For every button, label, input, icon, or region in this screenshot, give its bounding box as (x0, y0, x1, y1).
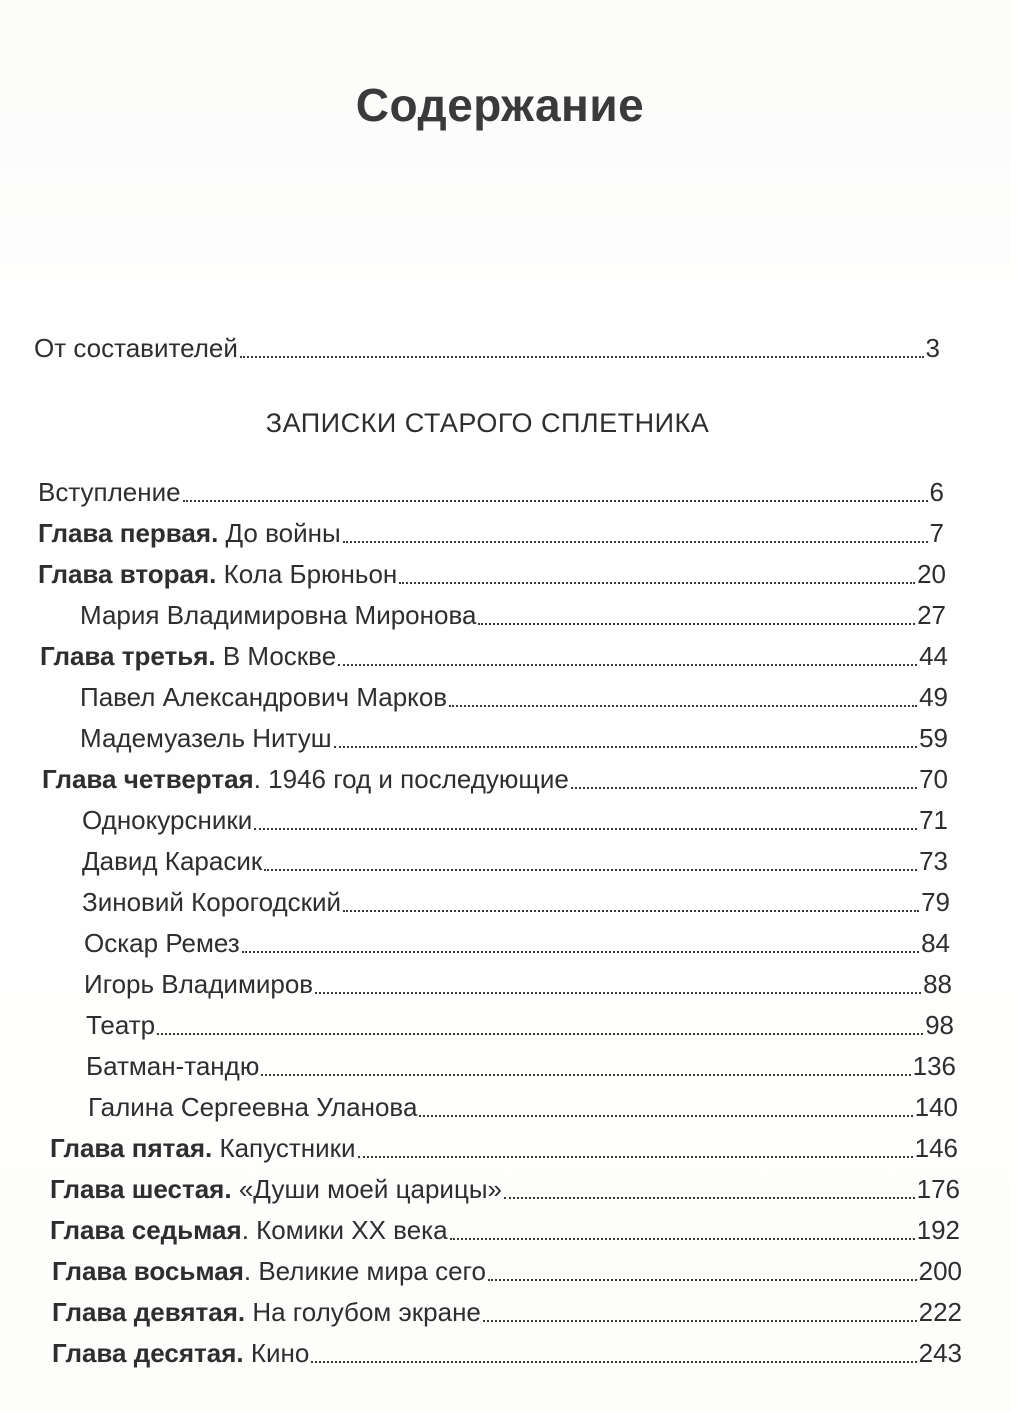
toc-entry (86, 1007, 954, 1043)
toc-entry (80, 679, 948, 715)
toc-entry-label: Оскар Ремез (84, 928, 240, 958)
toc-entry-label: Глава девятая. На голубом экране (52, 1297, 481, 1327)
toc-entry (84, 925, 950, 961)
toc-page-number: 243 (918, 1338, 962, 1368)
toc-entry (82, 802, 948, 838)
toc-entry-label: Глава четвертая. 1946 год и последующие (42, 764, 569, 794)
toc-page-number: 200 (918, 1256, 962, 1286)
toc-entry (50, 1130, 958, 1166)
dot-leader (358, 1156, 913, 1158)
dot-leader (264, 869, 917, 871)
dot-leader (483, 1320, 917, 1322)
dot-leader (315, 992, 921, 994)
dot-leader (419, 1115, 912, 1117)
toc-entry-label: Мадемуазель Нитуш (80, 723, 332, 753)
toc-page-number: 70 (919, 764, 948, 794)
toc-entry-label: От составителей (34, 333, 238, 363)
toc-page-number: 59 (919, 723, 948, 753)
toc-page-number: 27 (917, 600, 946, 630)
toc-entry (86, 1048, 956, 1084)
dot-leader (261, 1074, 910, 1076)
toc-entry (50, 1212, 960, 1248)
toc-entry (52, 1253, 962, 1289)
toc-entry-label: Павел Александрович Марков (80, 682, 448, 712)
toc-page-number: 71 (919, 805, 948, 835)
dot-leader (183, 500, 928, 502)
toc-page-number: 7 (929, 518, 944, 548)
dot-leader (478, 623, 915, 625)
dot-leader (254, 828, 917, 830)
dot-leader (504, 1197, 915, 1199)
dot-leader (242, 951, 919, 953)
toc-entry-label: Зиновий Корогодский (82, 887, 342, 917)
toc-entry-label: Глава десятая. Кино (52, 1338, 310, 1368)
toc-page-number: 222 (918, 1297, 962, 1327)
toc-entry (40, 638, 948, 674)
dot-leader (343, 541, 928, 543)
toc-entry (50, 1171, 960, 1207)
toc-page-number: 88 (923, 969, 952, 999)
dot-leader (343, 910, 919, 912)
dot-leader (449, 705, 917, 707)
toc-entry-label: Глава шестая. «Души моей царицы» (50, 1174, 502, 1204)
section-title: ЗАПИСКИ СТАРОГО СПЛЕТНИКА (265, 408, 710, 438)
toc-entry-label: Глава пятая. Капустники (50, 1133, 356, 1163)
toc-entry-label: Галина Сергеевна Уланова (88, 1092, 418, 1122)
dot-leader (157, 1033, 923, 1035)
toc-entry (80, 720, 948, 756)
toc-entry-label: Театр (86, 1010, 156, 1040)
toc-entry-label: Глава вторая. Кола Брюньон (38, 559, 398, 589)
toc-entry-label: Мария Владимировна Миронова (80, 600, 477, 630)
toc-page-number: 146 (914, 1133, 958, 1163)
toc-entry (84, 966, 952, 1002)
toc-page-number: 176 (916, 1174, 960, 1204)
toc-entry (80, 597, 946, 633)
dot-leader (311, 1361, 916, 1363)
toc-entry-label: Глава восьмая. Великие мира сего (52, 1256, 486, 1286)
toc-page-number: 79 (921, 887, 950, 917)
toc-entry-label: Однокурсники (82, 805, 253, 835)
toc-entry (82, 884, 950, 920)
dot-leader (488, 1279, 917, 1281)
toc-page-number: 98 (925, 1010, 954, 1040)
toc-page-number: 192 (916, 1215, 960, 1245)
toc-page-number: 3 (925, 333, 940, 363)
toc-entry-label: Игорь Владимиров (84, 969, 314, 999)
toc-entry-label: Глава третья. В Москве (40, 641, 337, 671)
toc-entry-label: Глава седьмая. Комики XX века (50, 1215, 448, 1245)
toc-entry (88, 1089, 958, 1125)
dot-leader (338, 664, 917, 666)
toc-page-number: 49 (919, 682, 948, 712)
toc-page-number: 136 (912, 1051, 956, 1081)
toc-entry (52, 1294, 962, 1330)
toc-entry (38, 556, 946, 592)
toc-entry (52, 1335, 962, 1371)
toc-entry (42, 761, 948, 797)
toc-entry (38, 474, 944, 510)
dot-leader (334, 746, 917, 748)
dot-leader (450, 1238, 915, 1240)
toc-entry-label: Давид Карасик (82, 846, 263, 876)
toc-entry (34, 330, 940, 366)
toc-entry (82, 843, 948, 879)
dot-leader (240, 356, 924, 358)
toc-entry-label: Батман-тандю (86, 1051, 260, 1081)
toc-page-number: 84 (921, 928, 950, 958)
dot-leader (571, 787, 917, 789)
toc-entry-label: Глава первая. До войны (38, 518, 341, 548)
toc-page-number: 73 (919, 846, 948, 876)
dot-leader (399, 582, 915, 584)
toc-page-number: 20 (917, 559, 946, 589)
toc-page-number: 6 (929, 477, 944, 507)
toc-entry-label: Вступление (38, 477, 181, 507)
toc-page-number: 140 (914, 1092, 958, 1122)
page-title: Содержание (355, 79, 645, 131)
toc-page-number: 44 (919, 641, 948, 671)
toc-entry (38, 515, 944, 551)
